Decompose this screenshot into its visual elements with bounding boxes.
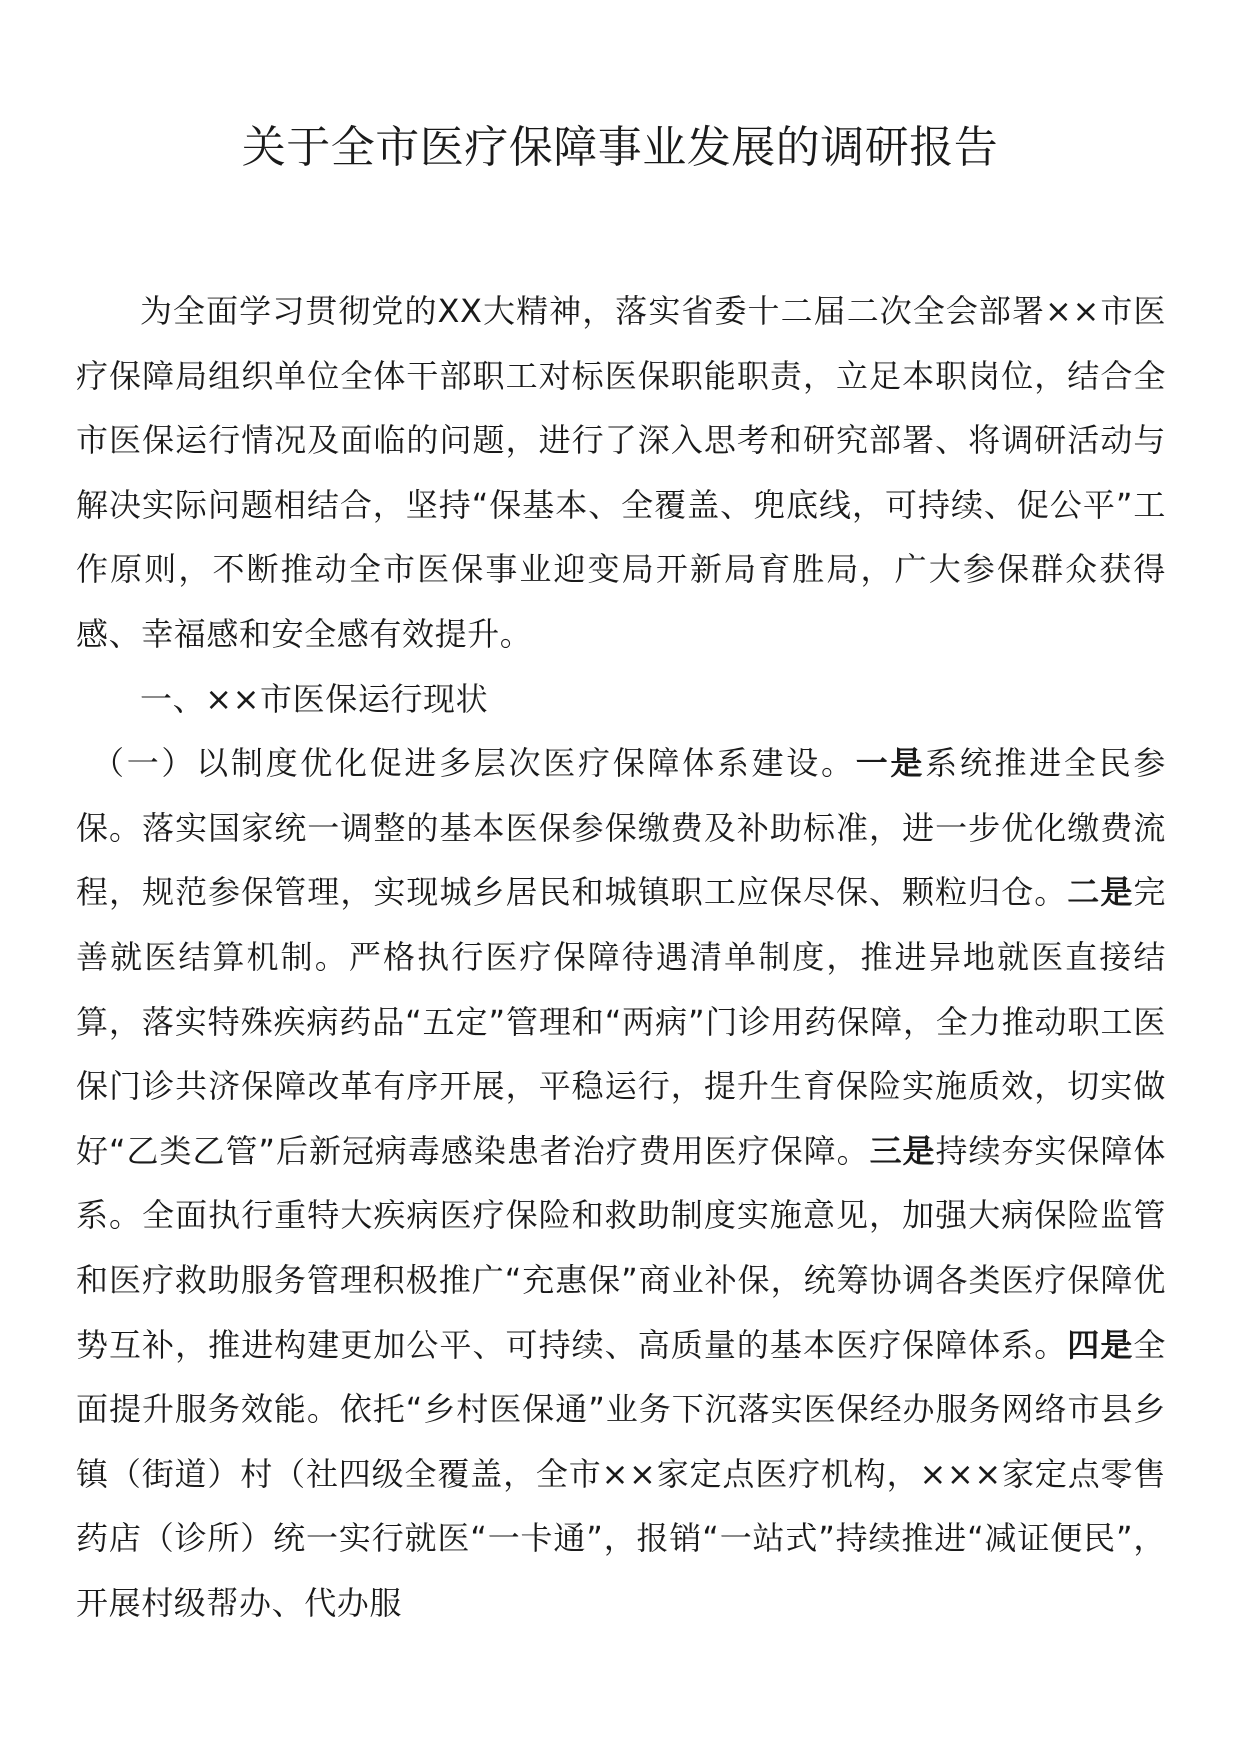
point-text-4: 全面提升服务效能。依托“乡村医保通”业务下沉落实医保经办服务网络市县乡镇（街道）村（社四级全覆盖，全市××家定点医疗机构，×××家定点零售药店（诊所）统一实行就医“一卡通”，报销“一站式”持续推进“减证便民”，开展村级帮办、代办服 [76,1325,1166,1622]
document-body [76,279,1166,1635]
subsection-lead: （一）以制度优化促进多层次医疗保障体系建设。 [92,744,856,783]
subsection-paragraph-1 [76,731,1166,1635]
intro-paragraph: 为全面学习贯彻党的XX大精神，落实省委十二届二次全会部署××市医疗保障局组织单位全体干部职工对标医保职能职责，立足本职岗位，结合全市医保运行情况及面临的问题，进行了深入思考和研究部署、将调研活动与解决实际问题相结合，坚持“保基本、全覆盖、兜底线，可持续、促公平”工作原则，不断推动全市医保事业迎变局开新局育胜局，广大参保群众获得感、幸福感和安全感有效提升。 [76,292,1166,653]
point-keyword-2: 二是 [1067,873,1134,912]
point-text-1: 系统推进全民参保。落实国家统一调整的基本医保参保缴费及补助标准，进一步优化缴费流程，规范参保管理，实现城乡居民和城镇职工应保尽保、颗粒归仓。 [76,744,1167,912]
document-title: 关于全市医疗保障事业发展的调研报告 [241,122,999,173]
point-keyword-4: 四是 [1067,1325,1134,1364]
point-text-3: 持续夯实保障体系。全面执行重特大疾病医疗保险和救助制度实施意见，加强大病保险监管和医疗救助服务管理积极推广“充惠保”商业补保，统筹协调各类医疗保障优势互补，推进构建更加公平、可持续、高质量的基本医疗保障体系。 [76,1131,1166,1364]
point-text-2: 完善就医结算机制。严格执行医疗保障待遇清单制度，推进异地就医直接结算，落实特殊疾病药品“五定”管理和“两病”门诊用药保障，全力推动职工医保门诊共济保障改革有序开展，平稳运行，提升生育保险实施质效，切实做好“乙类乙管”后新冠病毒感染患者治疗费用医疗保障。 [76,873,1166,1170]
point-keyword-3: 三是 [869,1131,936,1170]
section-heading-1: 一、××市医保运行现状 [140,679,489,718]
point-keyword-1: 一是 [855,744,926,783]
